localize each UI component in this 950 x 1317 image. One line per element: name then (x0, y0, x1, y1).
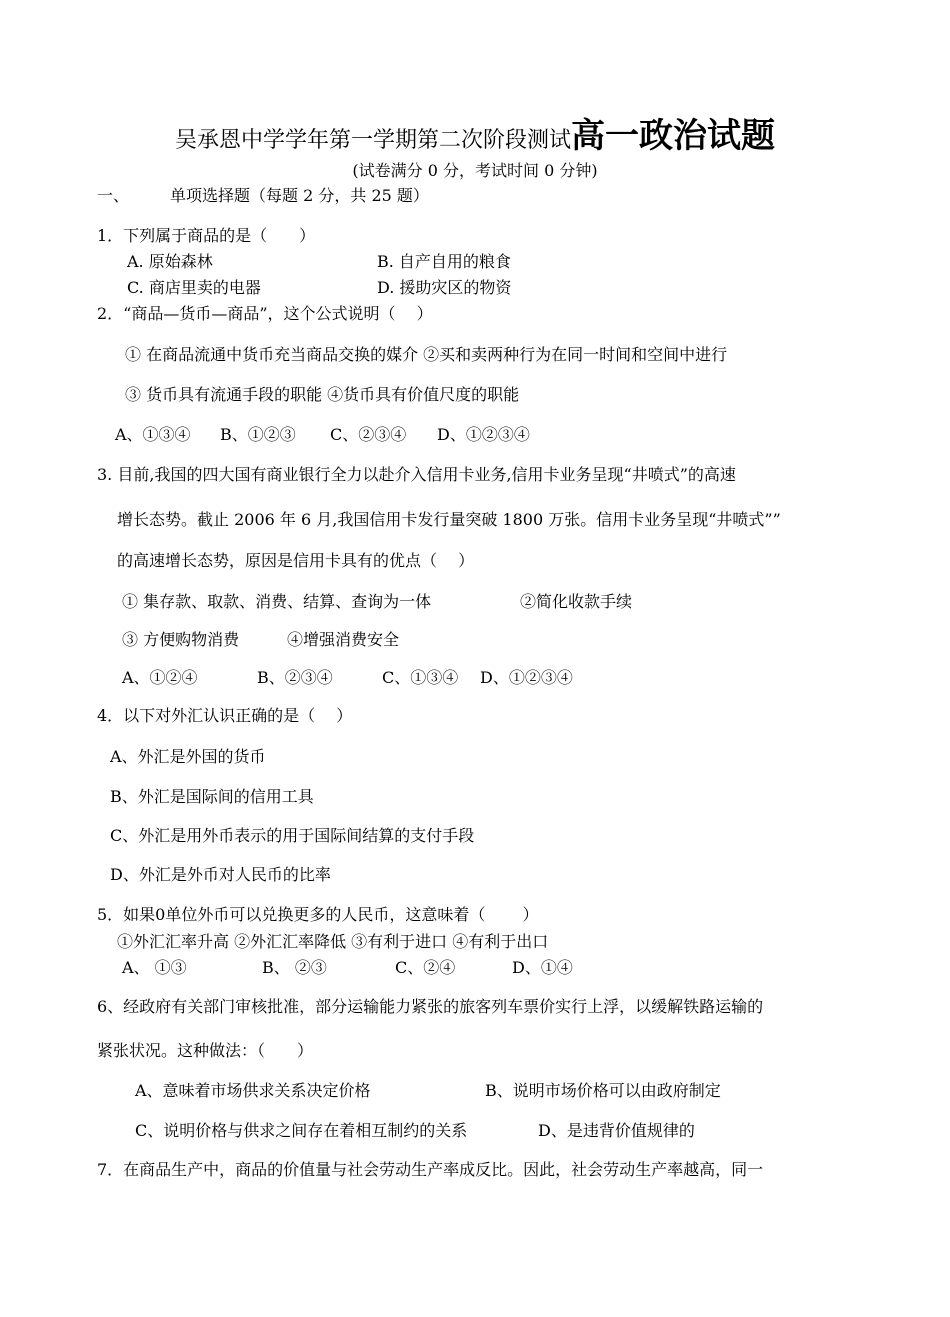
question-1-option-d: D. 援助灾区的物资 (377, 278, 512, 297)
section-number: 一、 (97, 186, 130, 205)
question-4-option-b: B、外汇是国际间的信用工具 (110, 787, 314, 806)
question-7-line-1: 7．在商品生产中，商品的价值量与社会劳动生产率成反比。因此，社会劳动生产率越高，同一 (97, 1160, 764, 1179)
question-6-option-b: B、说明市场价格可以由政府制定 (485, 1081, 721, 1100)
section-heading: 单项选择题（每题 2 分，共 25 题） (170, 186, 429, 205)
question-2-stem: 2．“商品—货币—商品”，这个公式说明（ ） (97, 304, 433, 323)
question-3-option-c: C、①③④ (382, 668, 459, 687)
question-5-stem: 5．如果0单位外币可以兑换更多的人民币，这意味着（ ） (97, 905, 539, 924)
question-3-line-3: 的高速增长态势，原因是信用卡具有的优点（ ） (117, 551, 475, 570)
question-4-option-a: A、外汇是外国的货币 (110, 747, 266, 766)
question-2-option-b: B、①②③ (220, 425, 296, 444)
question-2-statement-1: ① 在商品流通中货币充当商品交换的媒介 ②买和卖两种行为在同一时间和空间中进行 (125, 345, 728, 364)
question-5-option-b: B、 ②③ (262, 958, 327, 977)
question-3-statement-3: ③ 方便购物消费 (122, 630, 240, 649)
question-5-option-c: C、②④ (395, 958, 456, 977)
question-3-statement-4: ④增强消费安全 (287, 630, 400, 649)
exam-title (0, 108, 950, 157)
question-2-option-a: A、①③④ (115, 425, 191, 444)
question-6-option-d: D、是违背价值规律的 (538, 1121, 695, 1140)
question-4-stem: 4．以下对外汇认识正确的是（ ） (97, 706, 353, 725)
question-1-option-b: B. 自产自用的粮食 (377, 252, 511, 271)
title-main: 高一政治试题 (571, 116, 775, 156)
question-2-option-d: D、①②③④ (437, 425, 530, 444)
question-3-option-d: D、①②③④ (480, 668, 573, 687)
question-6-line-2: 紧张状况。这种做法：（ ） (97, 1041, 314, 1060)
question-6-option-a: A、意味着市场供求关系决定价格 (135, 1081, 371, 1100)
question-6-line-1: 6、经政府有关部门审核批准，部分运输能力紧张的旅客列车票价实行上浮，以缓解铁路运输的 (97, 997, 764, 1016)
exam-subtitle: (试卷满分 0 分，考试时间 0 分钟) (352, 161, 598, 180)
question-1-stem: 1．下列属于商品的是（ ） (97, 226, 316, 245)
question-3-option-b: B、②③④ (257, 668, 333, 687)
question-5-statements: ①外汇汇率升高 ②外汇汇率降低 ③有利于进口 ④有利于出口 (117, 932, 549, 951)
question-6-option-c: C、说明价格与供求之间存在着相互制约的关系 (135, 1121, 468, 1140)
question-3-line-1: 3. 目前,我国的四大国有商业银行全力以赴介入信用卡业务,信用卡业务呈现“井喷式”的高速 (97, 465, 736, 484)
question-5-option-d: D、①④ (512, 958, 573, 977)
question-3-statement-2: ②简化收款手续 (520, 592, 633, 611)
question-3-option-a: A、①②④ (122, 668, 198, 687)
question-1-option-a: A. 原始森林 (127, 252, 213, 271)
question-3-statement-1: ① 集存款、取款、消费、结算、查询为一体 (122, 592, 432, 611)
question-1-option-c: C. 商店里卖的电器 (127, 278, 261, 297)
question-4-option-c: C、外汇是用外币表示的用于国际间结算的支付手段 (110, 826, 475, 845)
question-4-option-d: D、外汇是外币对人民币的比率 (110, 865, 331, 884)
question-5-option-a: A、 ①③ (122, 958, 187, 977)
question-3-line-2: 增长态势。截止 2006 年 6 月,我国信用卡发行量突破 1800 万张。信用卡业务呈现“井喷式”” (117, 510, 781, 529)
question-2-option-c: C、②③④ (330, 425, 407, 444)
title-prefix: 吴承恩中学学年第一学期第二次阶段测试 (174, 128, 571, 153)
question-2-statement-2: ③ 货币具有流通手段的职能 ④货币具有价值尺度的职能 (125, 385, 520, 404)
